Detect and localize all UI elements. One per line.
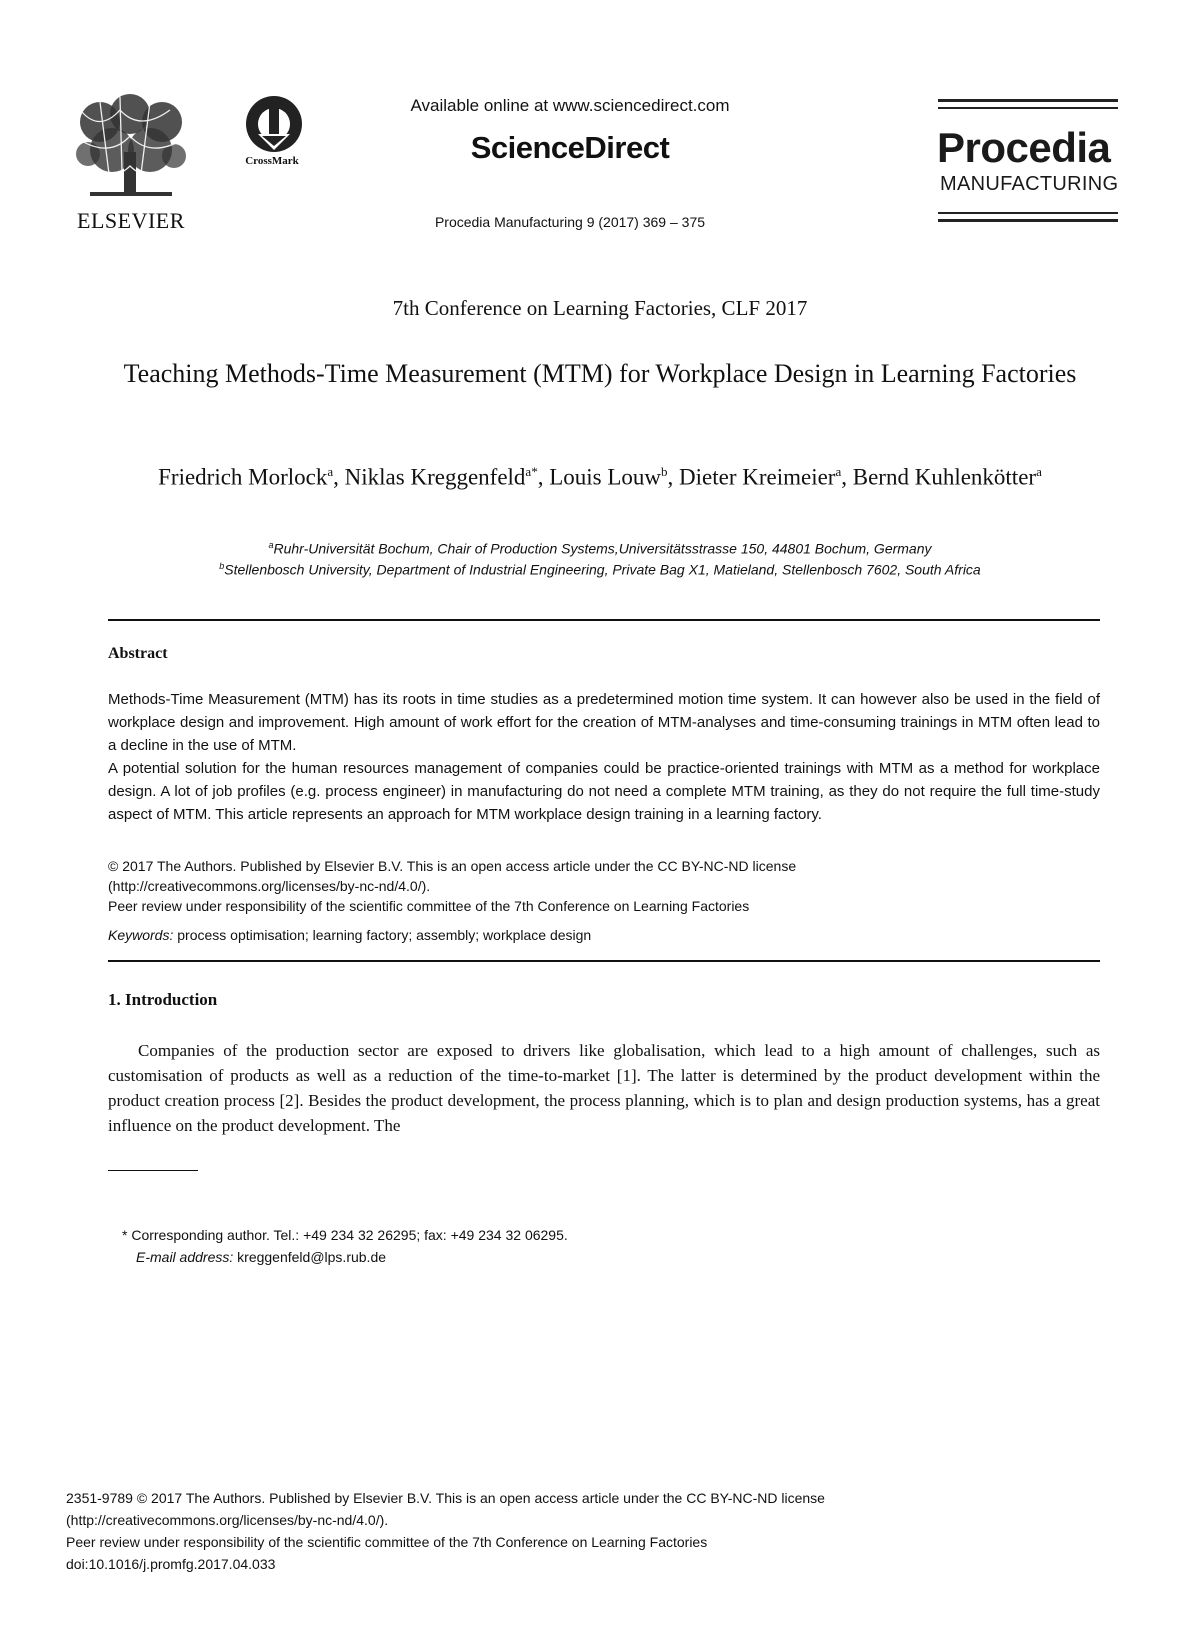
email-label: E-mail address: bbox=[136, 1249, 234, 1265]
sciencedirect-wordmark: ScienceDirect bbox=[470, 130, 670, 165]
peer-review-line: Peer review under responsibility of the scientific committee of the 7th Conference on Learning Factories bbox=[66, 1534, 708, 1550]
author-name: Bernd Kuhlenkötter bbox=[852, 464, 1037, 490]
procedia-rule bbox=[938, 107, 1118, 109]
procedia-wordmark: Procedia bbox=[937, 124, 1111, 171]
affiliation bbox=[100, 540, 1100, 557]
procedia-subtitle: MANUFACTURING bbox=[940, 173, 1119, 195]
author-list: Friedrich Morlock$^a$, Niklas Kreggenfeld$^{a*}$, Louis Louw$^b$, Dieter Kreimeier$^a$, Bernd Kuhlenkötter$^a$ bbox=[158, 464, 1042, 490]
abstract-paragraph: A potential solution for the human resources management of companies could be practice-oriented trainings with MTM as a method for workplace design. A lot of job profiles (e.g. process engineer) in manufacturing do not need a complete MTM training, as they do not require the full time-study aspect of MTM. This article represents an approach for MTM workplace design training in a learning factory. bbox=[108, 760, 1100, 823]
author-affiliation-mark: b bbox=[661, 464, 668, 479]
doi-line[interactable]: doi:10.1016/j.promfg.2017.04.033 bbox=[66, 1556, 276, 1572]
abstract-paragraph: Methods-Time Measurement (MTM) has its roots in time studies as a predetermined motion time system. It can however also be used in the field of workplace design and improvement. High amount of work effort for the creation of MTM-analyses and time-consuming trainings in MTM often lead to a decline in the use of MTM. bbox=[108, 691, 1100, 754]
section-divider bbox=[108, 960, 1100, 962]
license-link[interactable]: (http://creativecommons.org/licenses/by-nc-nd/4.0/). bbox=[66, 1512, 389, 1528]
email-address[interactable]: kreggenfeld@lps.rub.de bbox=[237, 1249, 387, 1265]
available-online-line[interactable]: Available online at www.sciencedirect.com bbox=[410, 96, 730, 115]
abstract-heading: Abstract bbox=[108, 645, 168, 662]
license-link[interactable]: (http://creativecommons.org/licenses/by-nc-nd/4.0/). bbox=[108, 878, 431, 894]
crossmark-wordmark: CrossMark bbox=[245, 155, 299, 167]
affiliation-text: Ruhr-Universität Bochum, Chair of Production Systems,Universitätsstrasse 150, 44801 Bochum, Germany bbox=[273, 540, 932, 557]
peer-review-line: Peer review under responsibility of the scientific committee of the 7th Conference on Learning Factories bbox=[108, 898, 750, 914]
author-name: Louis Louw bbox=[549, 464, 662, 490]
footnote-divider bbox=[108, 1170, 198, 1171]
introduction-heading: 1. Introduction bbox=[108, 990, 218, 1009]
copyright-line: © 2017 The Authors. Published by Elsevier B.V. This is an open access article under the CC BY-NC-ND license bbox=[108, 858, 797, 874]
issn-line: 2351-9789 © 2017 The Authors. Published by Elsevier B.V. This is an open access article under the CC BY-NC-ND license bbox=[66, 1490, 825, 1506]
affiliation bbox=[100, 561, 1100, 578]
keywords-line bbox=[108, 925, 1100, 945]
affiliation-mark: b bbox=[219, 561, 225, 571]
affiliation-text: Stellenbosch University, Department of Industrial Engineering, Private Bag X1, Matieland, Stellenbosch 7602, South Africa bbox=[224, 561, 981, 578]
author-name: Dieter Kreimeier bbox=[679, 464, 836, 490]
introduction-paragraph: Companies of the production sector are exposed to drivers like globalisation, which lead to a high amount of challenges, such as customisation of products as well as a reduction of the time-to-market [1]. The latter is determined by the product development within the product creation process [2]. Besides the product development, the process planning, which is to plan and design production systems, has a great influence on the product development. The bbox=[108, 1041, 1100, 1135]
author-name: Niklas Kreggenfeld bbox=[344, 464, 526, 490]
email-footnote bbox=[136, 1249, 386, 1265]
elsevier-wordmark: ELSEVIER bbox=[77, 208, 185, 233]
section-divider bbox=[108, 619, 1100, 621]
procedia-rule bbox=[938, 219, 1118, 222]
keywords-label: Keywords: bbox=[108, 927, 174, 943]
author-affiliation-mark: a bbox=[835, 464, 842, 479]
paper-title: Teaching Methods-Time Measurement (MTM) for Workplace Design in Learning Factories bbox=[123, 359, 1077, 388]
keywords-text: process optimisation; learning factory; assembly; workplace design bbox=[177, 927, 592, 943]
procedia-rule bbox=[938, 99, 1118, 102]
procedia-rule bbox=[938, 212, 1118, 214]
journal-reference: Procedia Manufacturing 9 (2017) 369 – 375 bbox=[434, 214, 706, 230]
corresponding-author-footnote: * Corresponding author. Tel.: +49 234 32 26295; fax: +49 234 32 06295. bbox=[122, 1227, 568, 1243]
author-affiliation-mark: a bbox=[327, 464, 334, 479]
author-affiliation-mark: a bbox=[1036, 464, 1042, 479]
affiliation-mark: a bbox=[268, 540, 274, 550]
author-affiliation-mark: a* bbox=[525, 464, 538, 479]
conference-name: 7th Conference on Learning Factories, CLF 2017 bbox=[392, 296, 808, 320]
author-name: Friedrich Morlock bbox=[158, 464, 328, 490]
